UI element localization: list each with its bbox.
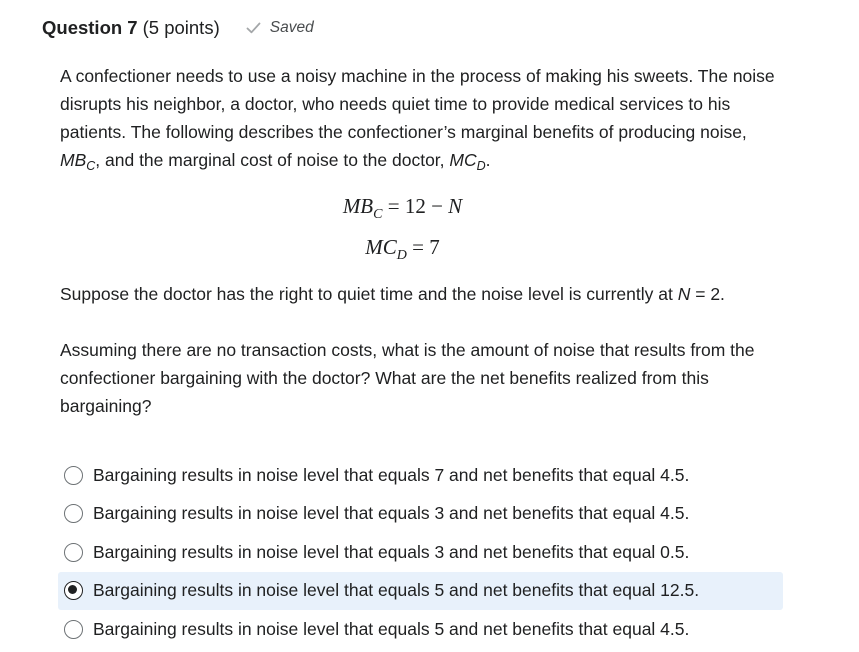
question-points: (5 points) — [142, 17, 220, 38]
answer-option[interactable] — [58, 456, 783, 495]
noise-variable: N — [677, 284, 691, 304]
question-title: Question 7 — [42, 17, 138, 38]
radio-button[interactable] — [64, 620, 83, 639]
answer-option[interactable] — [58, 495, 783, 534]
answer-option-label[interactable]: Bargaining results in noise level that equals 3 and net benefits that equal 0.5. — [93, 541, 690, 562]
equation-marginal-benefit: $MB_C = 12 - N$ — [342, 194, 463, 222]
radio-button-checked[interactable] — [64, 581, 83, 600]
saved-label: Saved — [269, 19, 314, 36]
question-header — [42, 15, 314, 41]
question-ask: Assuming there are no transaction costs, what is the amount of noise that results from the confectioner bargaining with the doctor? What are the net benefits realized from this bargaining? — [60, 340, 755, 416]
saved-status — [246, 19, 314, 37]
answer-option[interactable] — [58, 610, 783, 649]
checkmark-icon — [246, 22, 261, 34]
answer-option-label[interactable]: Bargaining results in noise level that equals 7 and net benefits that equal 4.5. — [93, 464, 690, 485]
answer-options — [58, 456, 783, 649]
mb-symbol: $MB_C$ — [60, 150, 96, 173]
answer-option-label[interactable]: Bargaining results in noise level that equals 3 and net benefits that equal 4.5. — [93, 503, 690, 524]
mc-symbol: $MC_D$ — [449, 150, 486, 173]
prompt-text-end: . — [485, 150, 491, 170]
prompt-text: A confectioner needs to use a noisy machine in the process of making his sweets. The noise disrupts his neighbor, a doctor, who needs quiet time to provide medical services to his patients. The following describes the confectioner’s marginal benefits of producing noise, — [60, 66, 775, 142]
answer-option-label[interactable]: Bargaining results in noise level that equals 5 and net benefits that equal 4.5. — [93, 618, 690, 639]
radio-button[interactable] — [64, 504, 83, 523]
radio-button[interactable] — [64, 543, 83, 562]
question-prompt — [60, 62, 785, 180]
answer-option[interactable] — [58, 533, 783, 572]
answer-option[interactable] — [58, 572, 783, 611]
prompt-text-mid: , and the marginal cost of noise to the doctor, — [95, 150, 450, 170]
radio-button[interactable] — [64, 466, 83, 485]
equation-marginal-cost: $MC_D = 7$ — [365, 235, 440, 263]
answer-option-label[interactable]: Bargaining results in noise level that equals 5 and net benefits that equal 12.5. — [93, 580, 700, 601]
question-scenario: Suppose the doctor has the right to quiet time and the noise level is currently at N = 2. — [60, 284, 725, 304]
